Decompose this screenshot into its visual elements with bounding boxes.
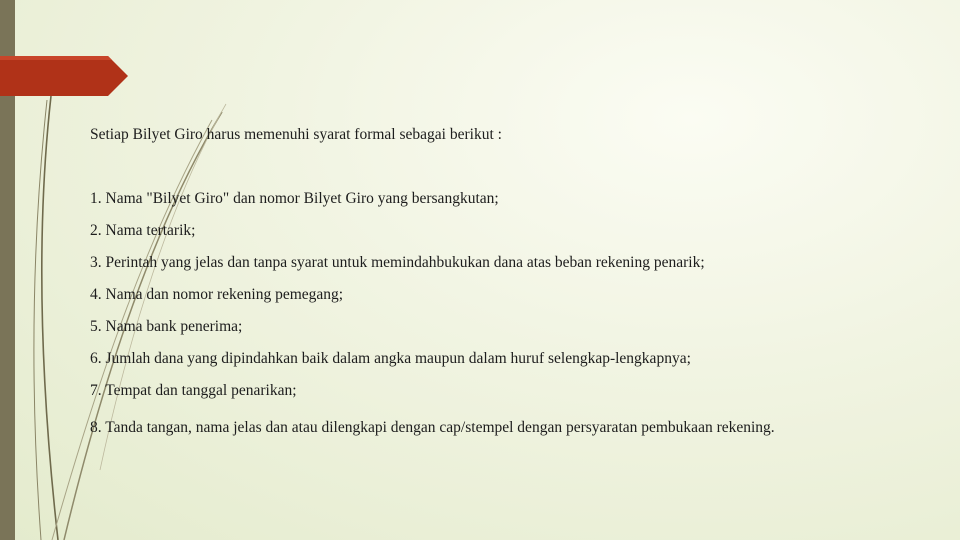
list-item-8: 8. Tanda tangan, nama jelas dan atau dilengkapi dengan cap/stempel dengan persyaratan pembukaan rekening. <box>90 419 775 436</box>
slide-content <box>90 124 850 454</box>
list-item-4: 4. Nama dan nomor rekening pemegang; <box>90 286 344 303</box>
list-item-3: 3. Perintah yang jelas dan tanpa syarat untuk memindahbukukan dana atas beban rekening penarik; <box>90 254 705 271</box>
list-item-7: 7. Tempat dan tanggal penarikan; <box>90 382 297 399</box>
list-item-1: 1. Nama "Bilyet Giro" dan nomor Bilyet Giro yang bersangkutan; <box>90 190 499 207</box>
accent-arrow-tab <box>0 56 128 96</box>
intro-text: Setiap Bilyet Giro harus memenuhi syarat formal sebagai berikut : <box>90 126 502 143</box>
list-item-6: 6. Jumlah dana yang dipindahkan baik dalam angka maupun dalam huruf selengkap-lengkapnya; <box>90 350 691 367</box>
list-item-5: 5. Nama bank penerima; <box>90 318 243 335</box>
list-item-2: 2. Nama tertarik; <box>90 222 196 239</box>
